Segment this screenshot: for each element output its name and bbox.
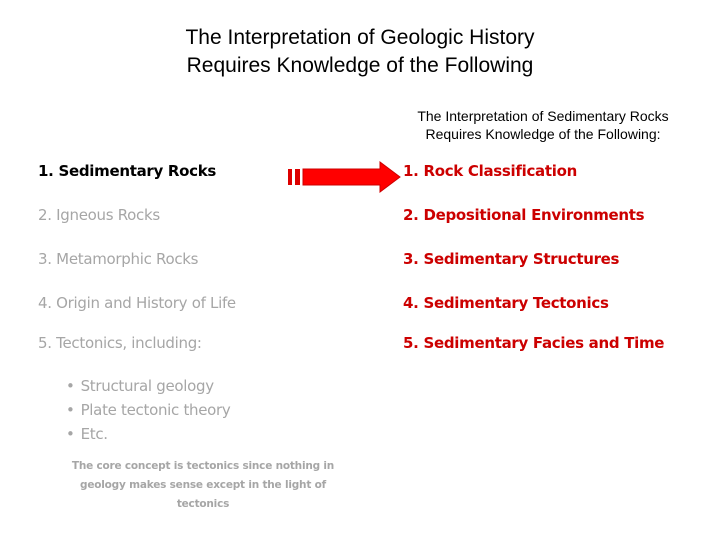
sub-item-plate-tectonic-theory: • Plate tectonic theory [66, 398, 231, 422]
list-item-sedimentary-structures: 3. Sedimentary Structures [403, 250, 620, 268]
sub-title [388, 107, 698, 143]
sub-title-line-2: Requires Knowledge of the Following: [425, 126, 661, 142]
list-item-tectonics: 5. Tectonics, including: [38, 334, 202, 352]
list-item-metamorphic-rocks: 3. Metamorphic Rocks [38, 250, 199, 268]
right-arrow-icon [286, 160, 402, 194]
sub-item-structural-geology: • Structural geology [66, 374, 231, 398]
list-item-rock-classification: 1. Rock Classification [403, 162, 577, 180]
main-title-line-2: Requires Knowledge of the Following [186, 54, 534, 77]
list-item-sedimentary-facies-time: 5. Sedimentary Facies and Time [403, 334, 665, 352]
list-item-igneous-rocks: 2. Igneous Rocks [38, 206, 160, 224]
list-item-sedimentary-rocks: 1. Sedimentary Rocks [38, 162, 217, 180]
list-item-depositional-environments: 2. Depositional Environments [403, 206, 645, 224]
list-item-sedimentary-tectonics: 4. Sedimentary Tectonics [403, 294, 609, 312]
sub-title-line-1: The Interpretation of Sedimentary Rocks [417, 108, 669, 124]
core-concept-note: The core concept is tectonics since nothing in geology makes sense except in the light of tectonics [71, 460, 335, 510]
main-title [0, 24, 720, 80]
main-title-line-1: The Interpretation of Geologic History [185, 26, 535, 49]
tectonics-sub-list [66, 374, 231, 446]
list-item-origin-history-life: 4. Origin and History of Life [38, 294, 236, 312]
sub-item-etc: • Etc. [66, 422, 231, 446]
